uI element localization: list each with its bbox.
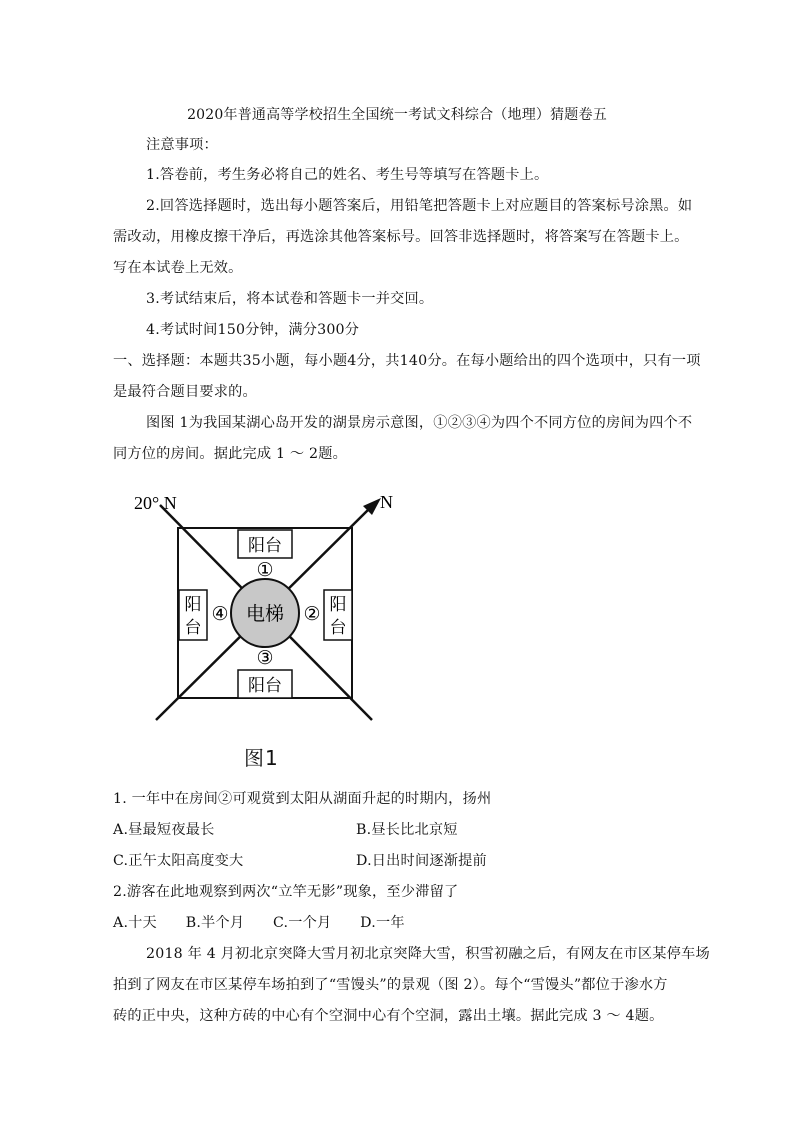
notice-item-4: 4.考试时间150分钟，满分300分 [146, 322, 360, 338]
question-2-options: A.十天 B.半个月 C.一个月 D.一年 [113, 915, 405, 931]
notice-item-3: 3.考试结束后，将本试卷和答题卡一并交回。 [146, 291, 434, 307]
balcony-left-label-2: 台 [184, 618, 202, 638]
intro-paragraph-2: 2018 年 4 月初北京突降大雪月初北京突降大雪，积雪初融之后，有网友在市区某停车场 [146, 946, 710, 962]
balcony-bottom-label: 阳台 [248, 676, 282, 696]
intro-paragraph-1: 图图 1为我国某湖心岛开发的湖景房示意图，①②③④为四个不同方位的房间为四个不 [146, 415, 693, 431]
notice-item-2-end: 写在本试卷上无效。 [113, 260, 243, 276]
balcony-left-label-1: 阳 [184, 595, 202, 615]
room-2-label: ② [303, 603, 321, 625]
question-2-stem: 2.游客在此地观察到两次“立竿无影”现象，至少滞留了 [113, 884, 459, 900]
notice-item-1: 1.答卷前，考生务必将自己的姓名、考生号等填写在答题卡上。 [146, 167, 549, 183]
room-1-label: ① [256, 559, 274, 581]
room-3-label: ③ [256, 647, 274, 669]
section-heading: 一、选择题：本题共35小题，每小题4分，共140分。在每小题给出的四个选项中，只有一项 [113, 353, 701, 369]
page-title: 2020年普通高等学校招生全国统一考试文科综合（地理）猜题卷五 [187, 107, 607, 123]
label-north: N [380, 492, 393, 512]
balcony-top-label: 阳台 [248, 536, 282, 556]
figure-1 [126, 484, 408, 774]
question-1-option-a: A.昼最短夜最长 [113, 822, 215, 838]
label-20n: 20° N [134, 493, 177, 513]
room-4-label: ④ [211, 603, 229, 625]
intro-paragraph-1-cont: 同方位的房间。据此完成 1 ～ 2题。 [113, 446, 348, 462]
section-heading-cont: 是最符合题目要求的。 [113, 384, 257, 400]
question-1-option-c: C.正午太阳高度变大 [113, 853, 244, 869]
question-1-option-b: B.昼长比北京短 [356, 822, 458, 838]
notice-item-2-cont: 需改动，用橡皮擦干净后，再选涂其他答案标号。回答非选择题时，将答案写在答题卡上。 [113, 229, 689, 245]
balcony-right-label-2: 台 [329, 618, 347, 638]
notice-heading: 注意事项： [146, 137, 218, 153]
question-1-stem: 1. 一年中在房间②可观赏到太阳从湖面升起的时期内，扬州 [113, 791, 492, 807]
figure-1-caption: 图1 [244, 746, 279, 770]
intro-paragraph-2-end: 砖的正中央，这种方砖的中心有个空洞中心有个空洞，露出土壤。据此完成 3 ～ 4题。 [113, 1008, 664, 1024]
elevator-label: 电梯 [245, 603, 285, 625]
balcony-right-label-1: 阳 [329, 595, 347, 615]
intro-paragraph-2-cont: 拍到了网友在市区某停车场拍到了“雪馒头”的景观（图 2）。每个“雪馒头”都位于渗水方 [113, 977, 668, 993]
lake-house-diagram [126, 484, 408, 774]
question-1-option-d: D.日出时间逐渐提前 [356, 853, 487, 869]
notice-item-2: 2.回答选择题时，选出每小题答案后，用铅笔把答题卡上对应题目的答案标号涂黑。如 [146, 198, 693, 214]
